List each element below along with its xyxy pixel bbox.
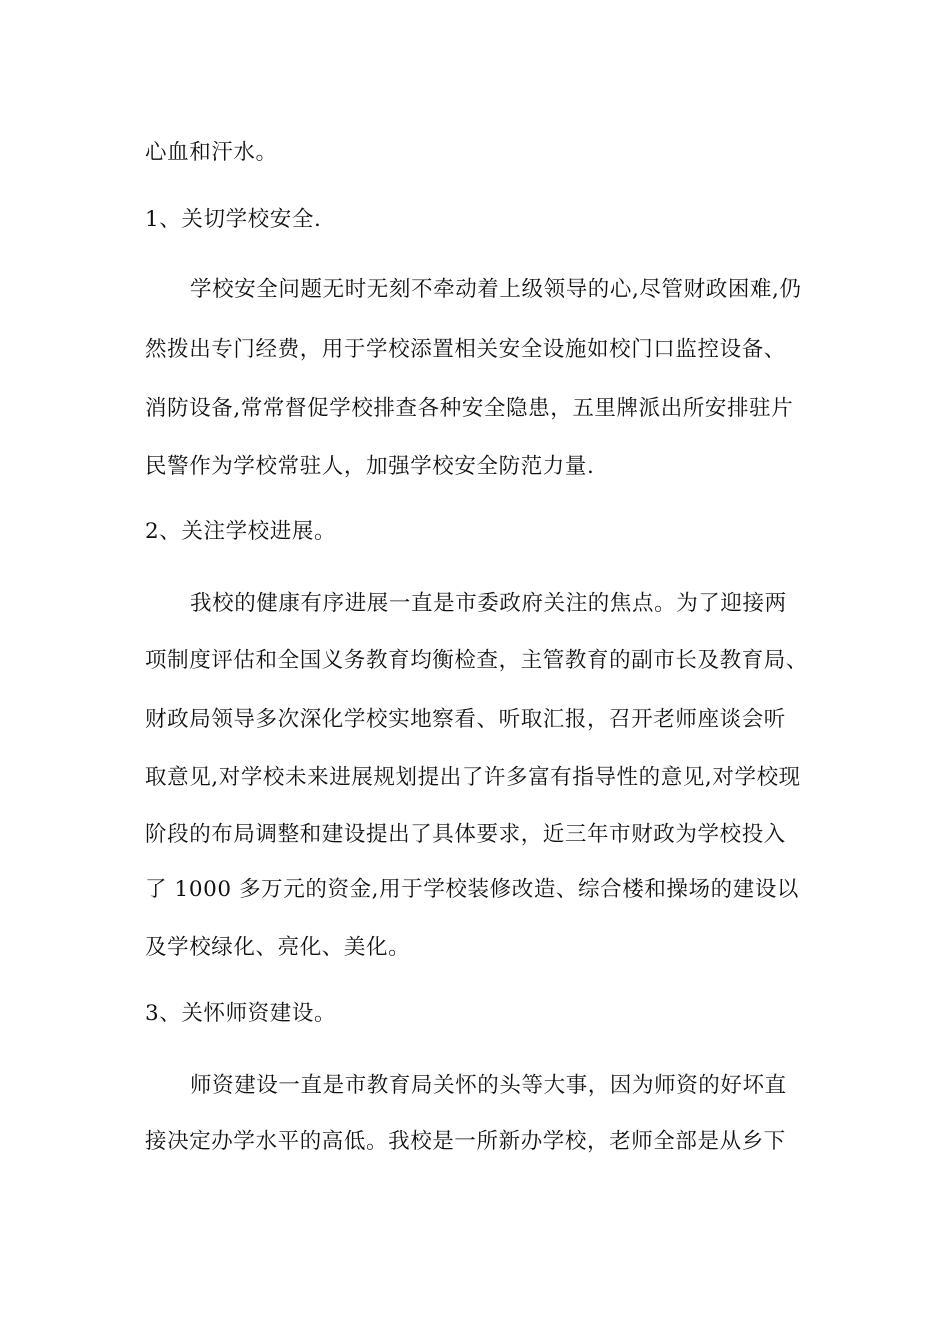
- paragraph-line: 消防设备,常常督促学校排查各种安全隐患，五里牌派出所安排驻片: [145, 396, 794, 421]
- paragraph-line: 然拨出专门经费，用于学校添置相关安全设施如校门口监控设备、: [145, 337, 786, 362]
- paragraph-line: 了 1000 多万元的资金,用于学校装修改造、综合楼和操场的建设以: [145, 877, 800, 902]
- section-heading: 2、关注学校进展。: [145, 519, 337, 544]
- section-heading: 1、关切学校安全.: [145, 207, 322, 232]
- paragraph-line: 阶段的布局调整和建设提出了具体要求，近三年市财政为学校投入: [145, 822, 786, 847]
- paragraph-line: 财政局领导多次深化学校实地察看、听取汇报，召开老师座谈会听: [145, 707, 786, 732]
- paragraph-line: 项制度评估和全国义务教育均衡检查，主管教育的副市长及教育局、: [145, 648, 809, 673]
- paragraph-line: 学校安全问题无时无刻不牵动着上级领导的心,尽管财政困难,仍: [190, 277, 802, 302]
- paragraph-line: 及学校绿化、亮化、美化。: [145, 935, 411, 960]
- paragraph-line: 民警作为学校常驻人，加强学校安全防范力量.: [145, 454, 595, 479]
- section-heading: 3、关怀师资建设。: [145, 1001, 337, 1026]
- paragraph-line: 师资建设一直是市教育局关怀的头等大事，因为师资的好坏直: [190, 1073, 787, 1098]
- paragraph-line: 取意见,对学校未来进展规划提出了许多富有指导性的意见,对学校现: [145, 765, 801, 790]
- paragraph-line: 心血和汗水。: [145, 140, 278, 165]
- paragraph-line: 我校的健康有序进展一直是市委政府关注的焦点。为了迎接两: [190, 591, 787, 616]
- paragraph-line: 接决定办学水平的高低。我校是一所新办学校，老师全部是从乡下: [145, 1129, 786, 1154]
